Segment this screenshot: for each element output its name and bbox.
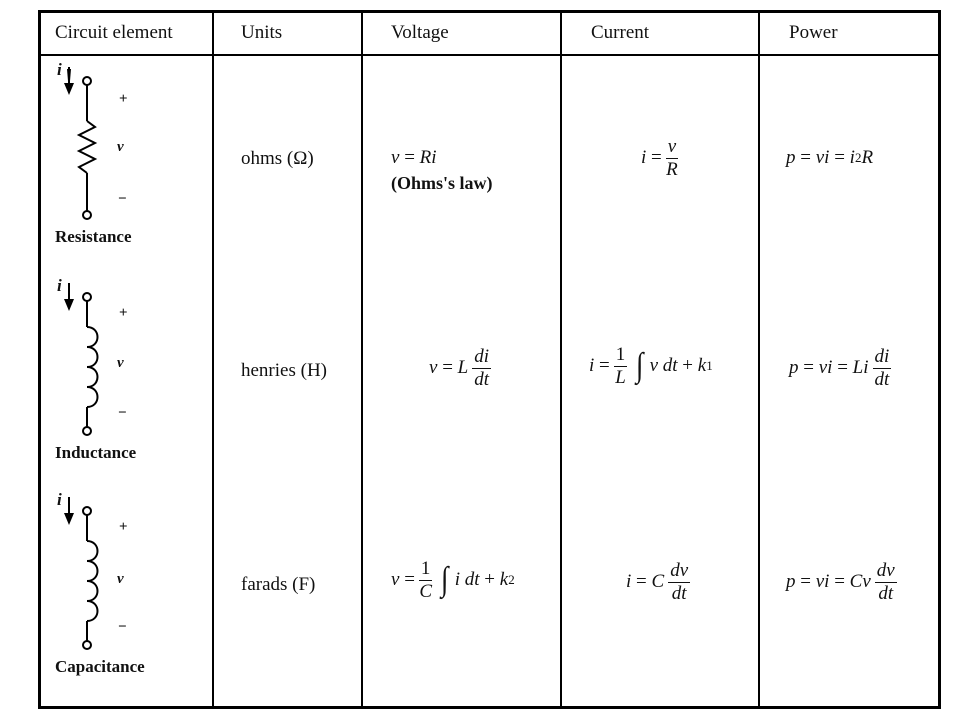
header-voltage: Voltage	[391, 22, 449, 43]
header-circuit-element: Circuit element	[55, 22, 173, 43]
plus-sign: +	[119, 519, 128, 535]
column-divider	[560, 13, 562, 706]
header-current: Current	[591, 22, 650, 43]
header-divider	[41, 54, 938, 56]
element-name-resistance: Resistance	[55, 227, 132, 246]
current-label: i	[57, 490, 62, 509]
power-formula-inductance: p = vi = Li $\frac{di}{dt}$	[789, 346, 890, 390]
minus-sign: −	[118, 191, 127, 207]
voltage-formula-inductance: v = L $\frac{di}{dt}$	[429, 346, 490, 390]
units-resistance: ohms (Ω)	[241, 148, 314, 169]
column-divider	[758, 13, 760, 706]
plus-sign: +	[119, 305, 128, 321]
minus-sign: −	[118, 619, 127, 635]
plus-sign: +	[119, 91, 128, 107]
current-label: i	[57, 60, 62, 79]
current-formula-inductance: i = $\frac{1}{L}$ ∫ v dt + k 1	[589, 344, 713, 388]
ohms-law-note: (Ohms's law)	[391, 173, 493, 193]
units-inductance: henries (H)	[241, 360, 327, 381]
header-power: Power	[789, 22, 838, 43]
circuit-element-table	[38, 10, 941, 709]
voltage-formula-capacitance: v = $\frac{1}{C}$ ∫ i dt + k 2	[391, 558, 515, 602]
power-formula-resistance: p = vi = i 2 R	[786, 147, 874, 168]
header-units: Units	[241, 22, 283, 43]
voltage-label: v	[117, 571, 124, 587]
current-formula-resistance: i = $\frac{v}{R}$	[641, 136, 678, 180]
capacitor-symbol-icon	[61, 493, 141, 653]
column-divider	[361, 13, 363, 706]
voltage-formula-resistance: v = Ri	[391, 147, 437, 168]
units-capacitance: farads (F)	[241, 574, 316, 595]
power-formula-capacitance: p = vi = Cv $\frac{dv}{dt}$	[786, 560, 895, 604]
minus-sign: −	[118, 405, 127, 421]
element-name-capacitance: Capacitance	[55, 657, 145, 676]
resistor-symbol-icon	[61, 63, 141, 223]
voltage-label: v	[117, 139, 124, 155]
element-name-inductance: Inductance	[55, 443, 137, 462]
current-formula-capacitance: i = C $\frac{dv}{dt}$	[626, 560, 689, 604]
column-divider	[212, 13, 214, 706]
current-label: i	[57, 276, 62, 295]
inductor-symbol-icon	[61, 279, 141, 439]
voltage-label: v	[117, 355, 124, 371]
